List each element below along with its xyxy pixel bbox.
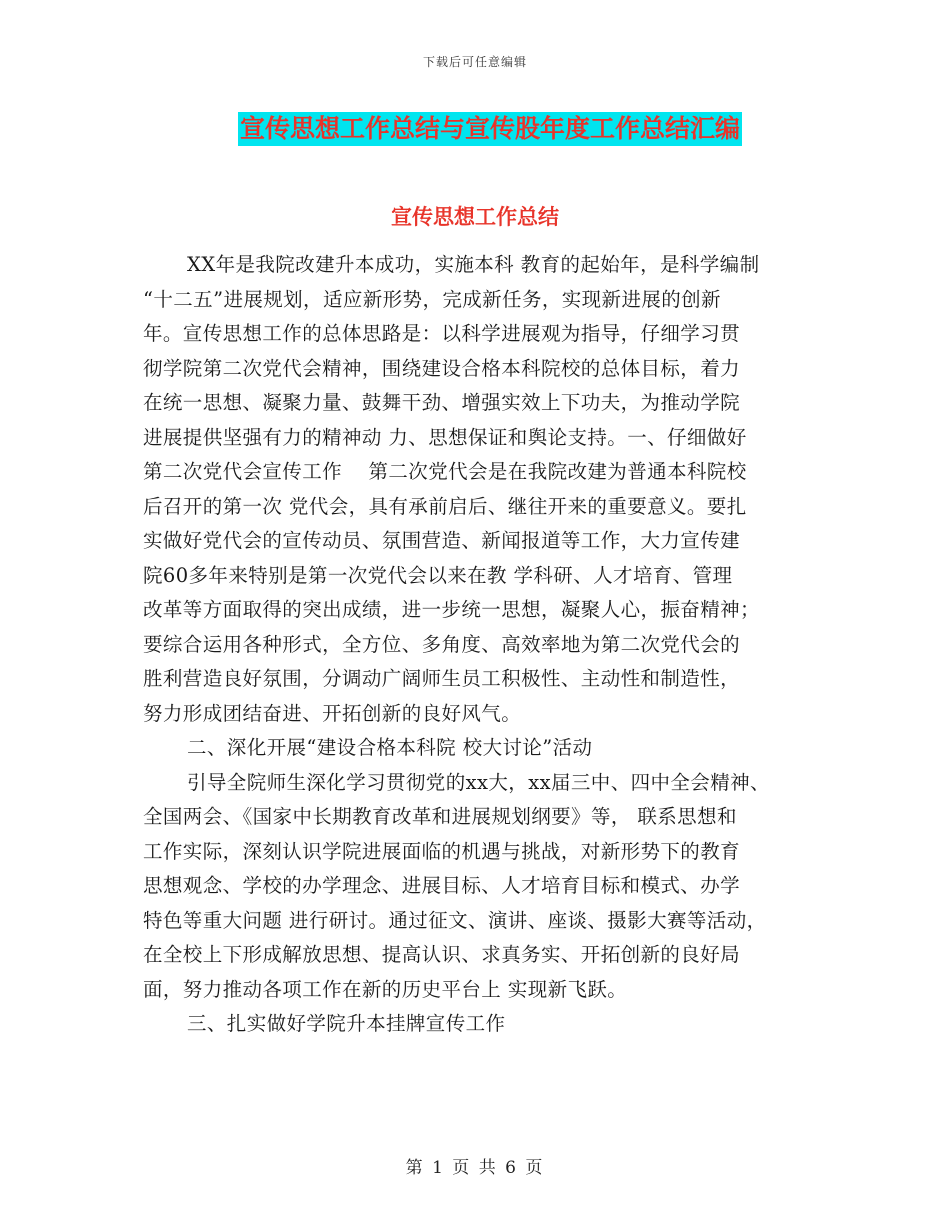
- paragraph-line: 第二次党代会宣传工作 第二次党代会是在我院改建为普通本科院校: [143, 460, 747, 483]
- main-title: [0, 112, 950, 146]
- paragraph-line: 彻学院第二次党代会精神，围绕建设合格本科院校的总体目标，着力: [143, 356, 741, 380]
- paragraph-line: 引导全院师生深化学习贯彻党的xx大，xx届三中、四中全会精神、: [187, 770, 770, 794]
- paragraph-line: 特色等重大问题 进行研讨。通过征文、演讲、座谈、摄影大赛等活动，: [143, 908, 767, 932]
- section-heading: 二、深化开展“建设合格本科院 校大讨论”活动: [187, 736, 593, 759]
- paragraph-line: 改革等方面取得的突出成绩，进一步统一思想，凝聚人心，振奋精神；: [143, 598, 760, 621]
- paragraph-line: 实做好党代会的宣传动员、氛围营造、新闻报道等工作，大力宣传建: [143, 529, 741, 552]
- paragraph-line: “十二五”进展规划，适应新形势，完成新任务，实现新进展的创新: [143, 287, 721, 311]
- page-number-footer: 第 1 页 共 6 页: [405, 1158, 545, 1178]
- paragraph-line: 思想观念、学校的办学理念、进展目标、人才培育目标和模式、办学: [143, 874, 741, 897]
- paragraph-line: 后召开的第一次 党代会，具有承前启后、继往开来的重要意义。要扎: [143, 494, 747, 518]
- paragraph-line: 年。宣传思想工作的总体思路是：以科学进展观为指导，仔细学习贯: [143, 322, 741, 345]
- paragraph-line: 院60多年来特别是第一次党代会以来在教 学科研、人才培育、管理: [143, 563, 733, 587]
- paragraph-line: 进展提供坚强有力的精神动 力、思想保证和舆论支持。一、仔细做好: [143, 425, 747, 449]
- paragraph-line: XX年是我院改建升本成功，实施本科 教育的起始年，是科学编制: [187, 253, 760, 276]
- paragraph-line: 努力形成团结奋进、开拓创新的良好风气。: [143, 701, 522, 725]
- header-note: 下载后可任意编辑: [422, 55, 527, 69]
- section-heading: 三、扎实做好学院升本挂牌宣传工作: [187, 1012, 506, 1035]
- paragraph-line: 全国两会、《国家中长期教育改革和进展规划纲要》等， 联系思想和: [143, 805, 737, 828]
- paragraph-line: 面，努力推动各项工作在新的历史平台上 实现新飞跃。: [143, 977, 628, 1001]
- paragraph-line: 工作实际，深刻认识学院进展面临的机遇与挑战，对新形势下的教育: [143, 839, 741, 863]
- body-text: [143, 248, 823, 1042]
- main-title-text: 宣传思想工作总结与宣传股年度工作总结汇编: [238, 112, 742, 146]
- section-title: 宣传思想工作总结: [391, 205, 559, 229]
- paragraph-line: 胜利营造良好氛围，分调动广阔师生员工积极性、主动性和制造性，: [143, 667, 741, 690]
- paragraph-line: 在统一思想、凝聚力量、鼓舞干劲、增强实效上下功夫，为推动学院: [143, 391, 741, 414]
- paragraph-line: 要综合运用各种形式，全方位、多角度、高效率地为第二次党代会的: [143, 632, 741, 656]
- paragraph-line: 在全校上下形成解放思想、提高认识、求真务实、开拓创新的良好局: [143, 943, 741, 966]
